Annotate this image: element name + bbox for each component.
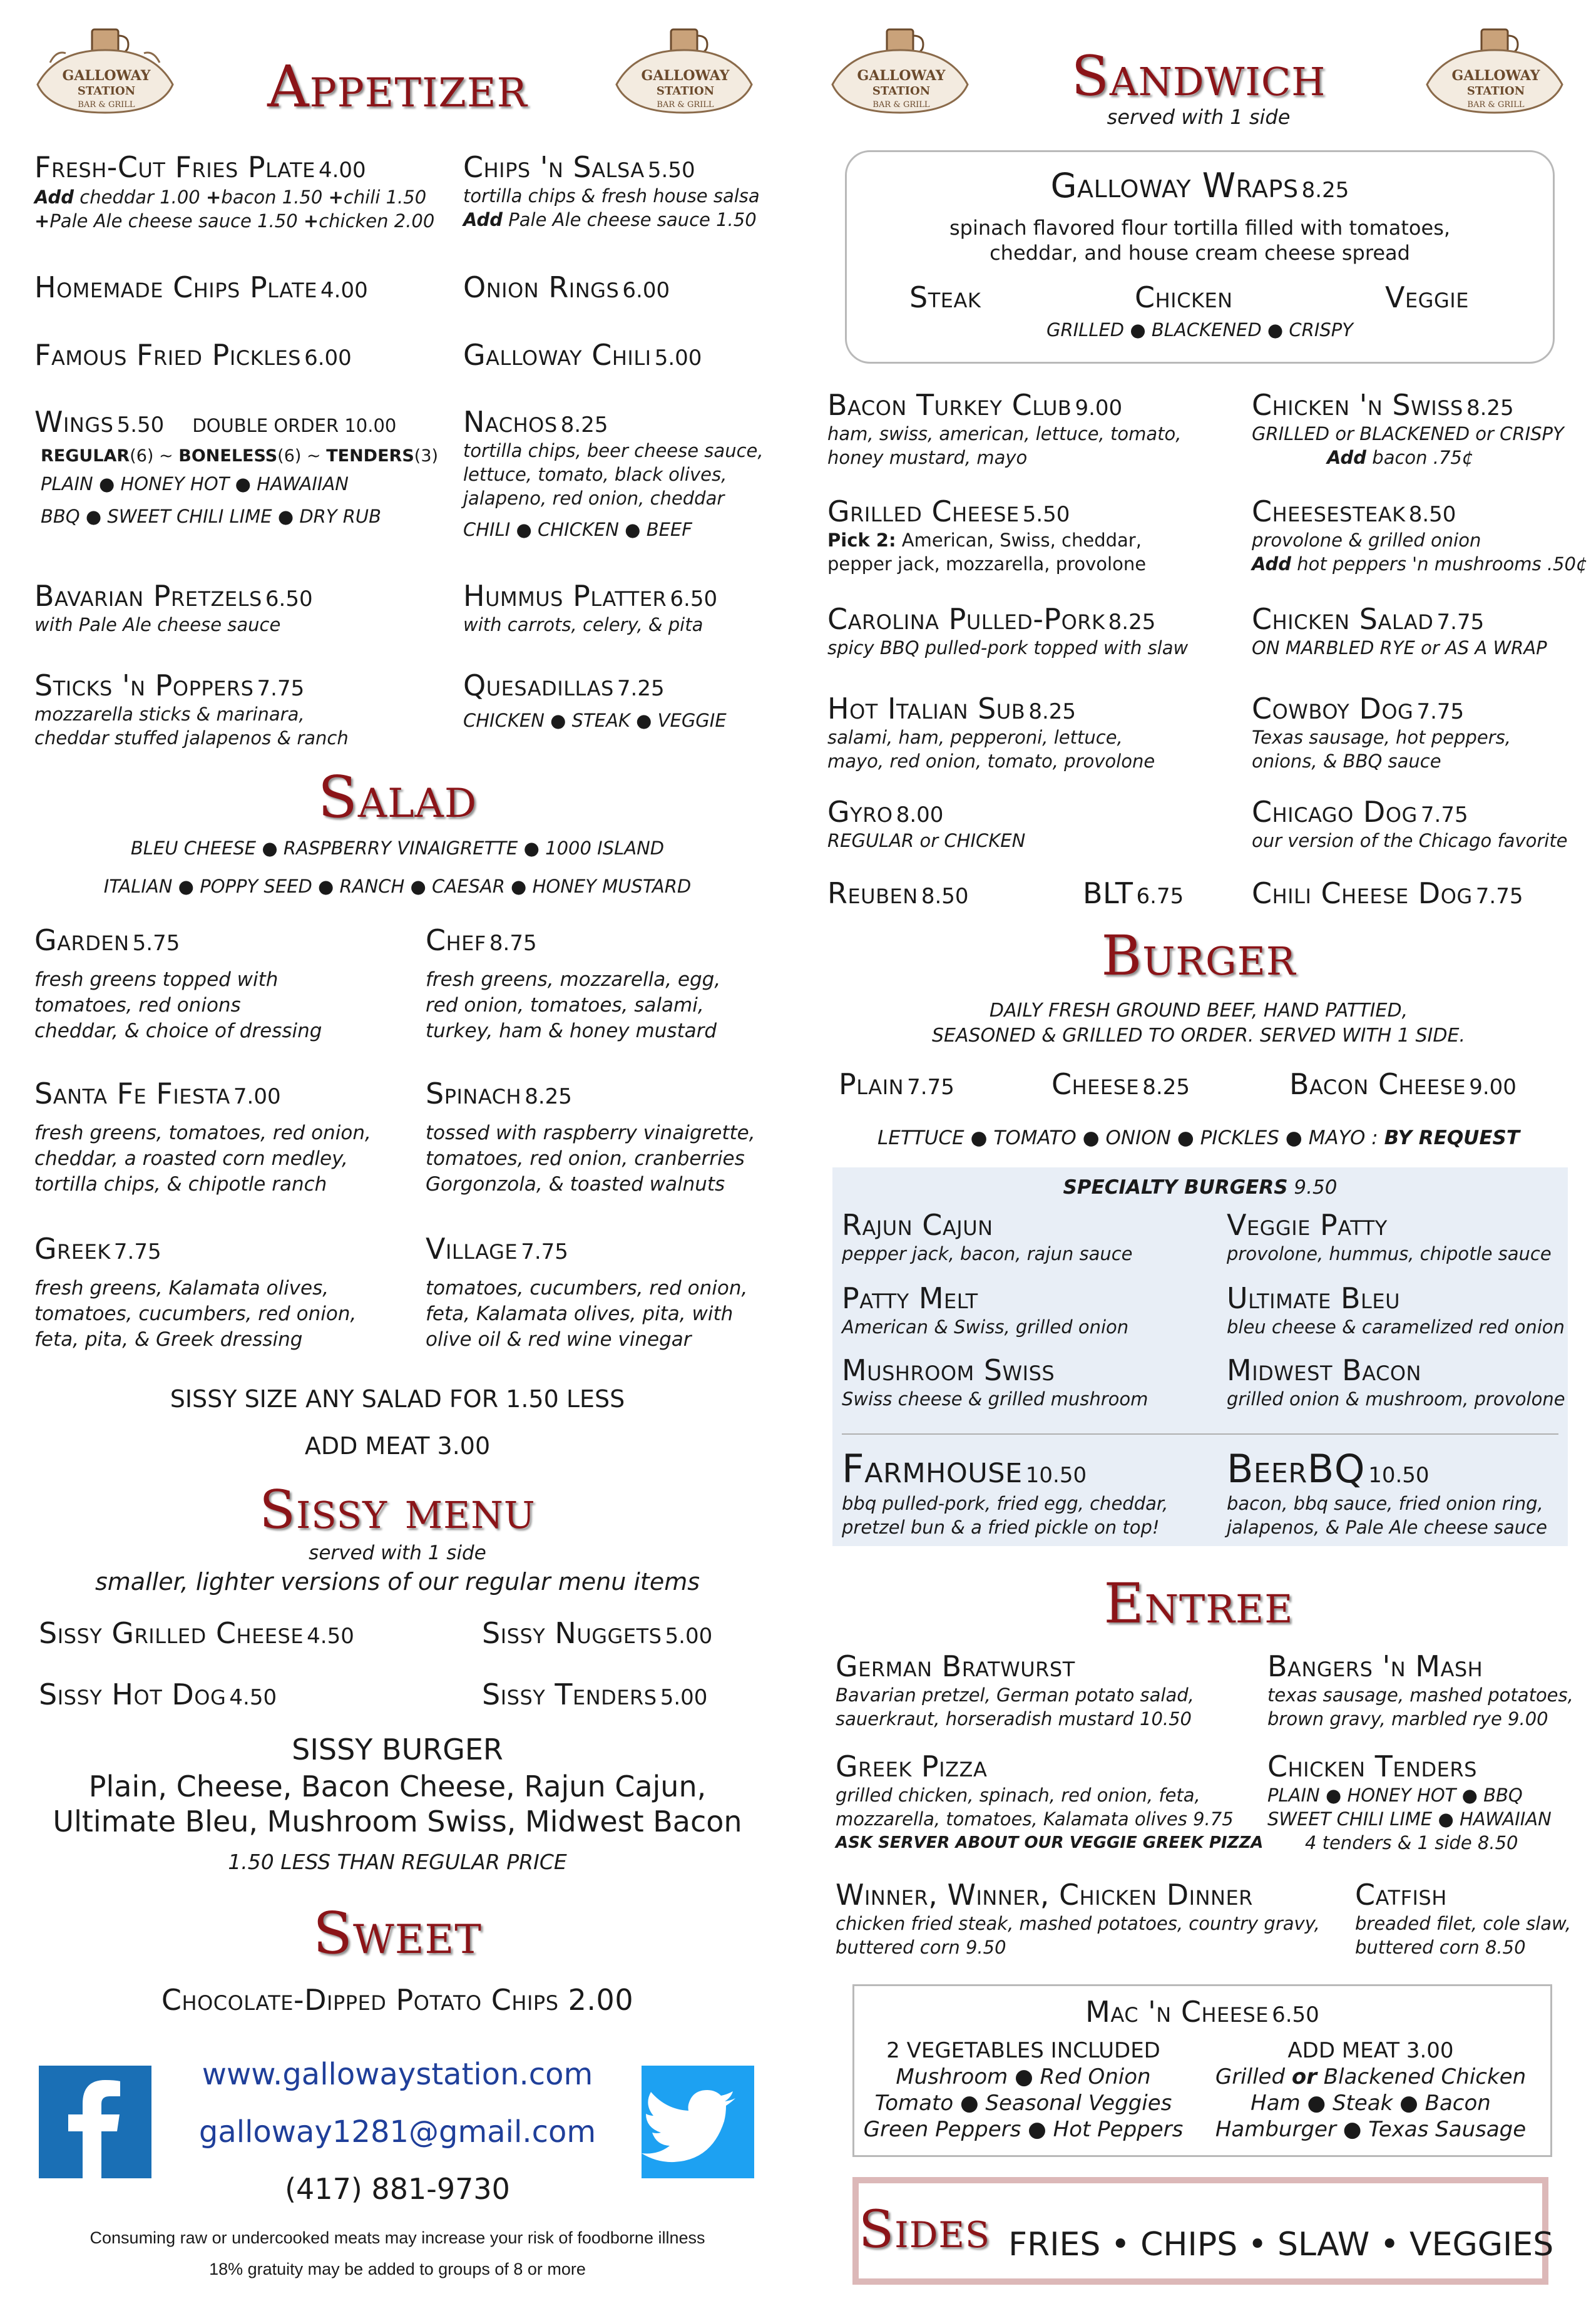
item-onion-rings: Onion Rings 6.00 xyxy=(463,270,670,304)
item-sticks-poppers: Sticks 'n Poppers 7.75 mozzarella sticks & marinara, cheddar stuffed jalapenos & ranch xyxy=(34,669,349,749)
item-patty-melt: Patty Melt American & Swiss, grilled onion xyxy=(842,1281,1129,1338)
entree-title: Entree xyxy=(1103,1571,1294,1636)
item-greek-pizza: Greek Pizza grilled chicken, spinach, red onion, feta, mozzarella, tomatoes, Kalamata olives 9.75 ASK SERVER ABOUT OUR VEGGIE GREEK PIZZA xyxy=(836,1750,1264,1852)
twitter-icon[interactable] xyxy=(642,2066,754,2178)
item-ultimate-bleu: Ultimate Bleu bleu cheese & caramelized red onion xyxy=(1227,1281,1565,1338)
salad-dressings-2: ITALIAN ● POPPY SEED ● RANCH ● CAESAR ● HONEY MUSTARD xyxy=(103,876,692,897)
item-wings: Wings 5.50 DOUBLE ORDER 10.00 REGULAR(6) ~ BONELESS(6) ~ TENDERS(3) PLAIN ● HONEY HOT ● HAWAIIAN BBQ ● SWEET CHILI LIME ● DRY RUB xyxy=(34,405,439,527)
item-hummus: Hummus Platter 6.50 with carrots, celery, & pita xyxy=(463,579,718,635)
gratuity-note: 18% gratuity may be added to groups of 8 or more xyxy=(209,2260,586,2278)
sides-inner xyxy=(859,2183,1554,2278)
fries-addons-2: +Pale Ale cheese sauce 1.50 +chicken 2.00 xyxy=(34,210,435,232)
svg-text:GALLOWAY: GALLOWAY xyxy=(1451,68,1540,84)
item-chicken-salad: Chicken Salad 7.75 ON MARBLED RYE or AS A WRAP xyxy=(1252,602,1547,658)
sissy-burger-title: SISSY BURGER xyxy=(292,1733,503,1766)
item-gyro: Gyro 8.00 REGULAR or CHICKEN xyxy=(827,795,1026,851)
item-fried-pickles: Famous Fried Pickles 6.00 xyxy=(34,338,352,372)
item-santa-fe-salad: Santa Fe Fiesta 7.00 fresh greens, tomatoes, red onion, cheddar, a roasted corn medley, tortilla chips, & chipotle ranch xyxy=(34,1077,371,1196)
svg-text:GALLOWAY: GALLOWAY xyxy=(857,68,946,84)
item-cheese-burger: Cheese 8.25 xyxy=(1051,1067,1190,1101)
sandwich-subtitle: served with 1 side xyxy=(1107,105,1291,129)
item-carolina-pulled-pork: Carolina Pulled-Pork 8.25 spicy BBQ pulled-pork topped with slaw xyxy=(827,602,1189,658)
item-beerbq: BeerBQ 10.50 bacon, bbq sauce, fried onion ring, jalapenos, & Pale Ale cheese sauce xyxy=(1227,1446,1547,1538)
sissy-description: smaller, lighter versions of our regular menu items xyxy=(95,1568,700,1596)
item-chips-salsa: Chips 'n Salsa 5.50 tortilla chips & fresh house salsa Add Pale Ale cheese sauce 1.50 xyxy=(463,150,760,230)
burger-toppings: LETTUCE ● TOMATO ● ONION ● PICKLES ● MAYO : BY REQUEST xyxy=(877,1127,1520,1149)
sissy-subtitle: served with 1 side xyxy=(309,1542,486,1564)
burger-description-1: DAILY FRESH GROUND BEEF, HAND PATTIED, xyxy=(989,1000,1408,1022)
item-mushroom-swiss: Mushroom Swiss Swiss cheese & grilled mushroom xyxy=(842,1353,1148,1410)
svg-text:BAR & GRILL: BAR & GRILL xyxy=(657,100,714,110)
item-garden-salad: Garden 5.75 fresh greens topped with tomatoes, red onions cheddar, & choice of dressing xyxy=(34,923,322,1042)
item-hot-italian-sub: Hot Italian Sub 8.25 salami, ham, pepperoni, lettuce, mayo, red onion, tomato, provolone xyxy=(827,692,1155,772)
svg-text:STATION: STATION xyxy=(656,85,715,98)
specialty-divider xyxy=(842,1433,1558,1435)
item-greek-salad: Greek 7.75 fresh greens, Kalamata olives, tomatoes, cucumbers, red onion, feta, pita, & Greek dressing xyxy=(34,1232,357,1351)
item-bacon-cheese-burger: Bacon Cheese 9.00 xyxy=(1289,1067,1517,1101)
item-mac-n-cheese: Mac 'n Cheese 6.50 xyxy=(1085,1995,1319,2029)
svg-text:BAR & GRILL: BAR & GRILL xyxy=(78,100,135,110)
item-farmhouse: Farmhouse 10.50 bbq pulled-pork, fried egg, cheddar, pretzel bun & a fried pickle on top! xyxy=(842,1446,1169,1538)
email-link[interactable]: galloway1281@gmail.com xyxy=(198,2114,596,2150)
mac-n-cheese-box xyxy=(852,1984,1552,2157)
item-galloway-wraps: Galloway Wraps 8.25 xyxy=(1050,166,1349,205)
website-link[interactable]: www.gallowaystation.com xyxy=(202,2057,593,2092)
sissy-less-note: 1.50 LESS THAN REGULAR PRICE xyxy=(228,1850,567,1874)
sissy-title: Sissy menu xyxy=(259,1479,536,1540)
sissy-burger-options-2: Ultimate Bleu, Mushroom Swiss, Midwest Bacon xyxy=(53,1805,742,1838)
salad-title: Salad xyxy=(317,764,478,831)
item-sissy-grilled-cheese: Sissy Grilled Cheese 4.50 xyxy=(39,1616,354,1650)
item-galloway-chili: Galloway Chili 5.00 xyxy=(463,338,702,372)
item-catfish: Catfish breaded filet, cole slaw, buttered corn 8.50 xyxy=(1355,1878,1572,1958)
facebook-icon[interactable] xyxy=(39,2066,151,2178)
item-bangers-mash: Bangers 'n Mash texas sausage, mashed potatoes, brown gravy, marbled rye 9.00 xyxy=(1267,1649,1573,1729)
svg-text:BAR & GRILL: BAR & GRILL xyxy=(1467,100,1525,110)
item-homemade-chips: Homemade Chips Plate 4.00 xyxy=(34,270,368,304)
item-reuben: Reuben 8.50 xyxy=(827,876,969,910)
item-chili-cheese-dog: Chili Cheese Dog 7.75 xyxy=(1252,876,1523,910)
item-chicken-dinner: Winner, Winner, Chicken Dinner chicken fried steak, mashed potatoes, country gravy, buttered corn 9.50 xyxy=(836,1878,1320,1958)
item-blt: BLT 6.75 xyxy=(1083,876,1184,910)
item-rajun-cajun: Rajun Cajun pepper jack, bacon, rajun sauce xyxy=(842,1208,1133,1264)
item-veggie-patty: Veggie Patty provolone, hummus, chipotle sauce xyxy=(1227,1208,1552,1264)
item-cowboy-dog: Cowboy Dog 7.75 Texas sausage, hot peppers, onions, & BBQ sauce xyxy=(1252,692,1511,772)
item-chicken-tenders: Chicken Tenders PLAIN ● HONEY HOT ● BBQ SWEET CHILI LIME ● HAWAIIAN 4 tenders & 1 side 8.50 xyxy=(1267,1750,1552,1853)
item-fries: Fresh-Cut Fries Plate 4.00 Add cheddar 1.00 +bacon 1.50 +chili 1.50 +Pale Ale cheese sauce 1.50 +chicken 2.00 xyxy=(34,150,435,232)
item-nachos: Nachos 8.25 tortilla chips, beer cheese sauce, lettuce, tomato, black olives, jalapeno, red onion, cheddar CHILI ● CHICKEN ● BEEF xyxy=(463,405,764,540)
mac-vegetables: 2 VEGETABLES INCLUDED Mushroom ● Red Onion Tomato ● Seasonal Veggies Green Peppers ● Hot Peppers xyxy=(863,2038,1184,2142)
add-meat-note: ADD MEAT 3.00 xyxy=(304,1432,491,1460)
galloway-wraps-box: Galloway Wraps 8.25 spinach flavored flour tortilla filled with tomatoes, cheddar, and house cream cheese spread Steak Chicken Veggie GRILLED ● BLACKENED ● CRISPY xyxy=(845,150,1555,364)
appetizer-title: Appetizer xyxy=(267,53,528,120)
salad-dressings-1: BLEU CHEESE ● RASPBERRY VINAIGRETTE ● 1000 ISLAND xyxy=(130,838,665,859)
item-cheesesteak: Cheesesteak 8.50 provolone & grilled onion Add hot peppers 'n mushrooms .50¢ xyxy=(1252,494,1588,575)
sides-items: FRIES • CHIPS • SLAW • VEGGIES xyxy=(1008,2225,1554,2263)
item-chef-salad: Chef 8.75 fresh greens, mozzarella, egg, red onion, tomatoes, salami, turkey, ham & honey mustard xyxy=(426,923,721,1042)
item-chocolate-chips: Chocolate-Dipped Potato Chips 2.00 xyxy=(161,1983,634,2017)
item-sissy-hot-dog: Sissy Hot Dog 4.50 xyxy=(39,1678,277,1711)
item-chicago-dog: Chicago Dog 7.75 our version of the Chicago favorite xyxy=(1252,795,1568,851)
sandwich-title: Sandwich xyxy=(1071,44,1326,108)
specialty-burgers-header: SPECIALTY BURGERS 9.50 xyxy=(1063,1176,1338,1199)
fries-addons: Add cheddar 1.00 +bacon 1.50 +chili 1.50 xyxy=(34,187,427,208)
item-plain-burger: Plain 7.75 xyxy=(839,1067,954,1101)
sissy-burger-options-1: Plain, Cheese, Bacon Cheese, Rajun Cajun, xyxy=(88,1770,707,1803)
item-grilled-cheese: Grilled Cheese 5.50 Pick 2: American, Swiss, cheddar, pepper jack, mozzarella, provolone xyxy=(827,494,1147,575)
item-midwest-bacon: Midwest Bacon grilled onion & mushroom, provolone xyxy=(1227,1353,1565,1410)
svg-text:GALLOWAY: GALLOWAY xyxy=(641,68,730,84)
mac-meats: ADD MEAT 3.00 Grilled or Blackened Chicken Ham ● Steak ● Bacon Hamburger ● Texas Sausage xyxy=(1215,2038,1527,2142)
svg-text:STATION: STATION xyxy=(1466,85,1525,98)
item-sissy-nuggets: Sissy Nuggets 5.00 xyxy=(482,1616,713,1650)
foodborne-warning: Consuming raw or undercooked meats may increase your risk of foodborne illness xyxy=(90,2228,705,2247)
wings-types: REGULAR(6) ~ BONELESS(6) ~ TENDERS(3) xyxy=(41,446,439,466)
burger-title: Burger xyxy=(1101,923,1296,988)
svg-text:GALLOWAY: GALLOWAY xyxy=(62,68,151,84)
item-sissy-tenders: Sissy Tenders 5.00 xyxy=(482,1678,708,1711)
item-german-bratwurst: German Bratwurst Bavarian pretzel, German potato salad, sauerkraut, horseradish mustard 10.50 xyxy=(836,1649,1194,1729)
sides-panel xyxy=(852,2177,1554,2285)
sissy-size-note: SISSY SIZE ANY SALAD FOR 1.50 LESS xyxy=(170,1385,625,1413)
burger-description-2: SEASONED & GRILLED TO ORDER. SERVED WITH 1 SIDE. xyxy=(932,1025,1465,1047)
sweet-title: Sweet xyxy=(313,1900,482,1967)
sides-title: Sides xyxy=(859,2200,991,2260)
specialty-burgers-panel xyxy=(832,1167,1568,1546)
item-chicken-n-swiss: Chicken 'n Swiss 8.25 GRILLED or BLACKENED or CRISPY Add bacon .75¢ xyxy=(1252,388,1564,468)
item-quesadillas: Quesadillas 7.25 CHICKEN ● STEAK ● VEGGIE xyxy=(463,669,727,731)
item-bacon-turkey-club: Bacon Turkey Club 9.00 ham, swiss, american, lettuce, tomato, honey mustard, mayo xyxy=(827,388,1182,468)
phone-number: (417) 881-9730 xyxy=(285,2172,510,2206)
svg-text:BAR & GRILL: BAR & GRILL xyxy=(872,100,930,110)
item-village-salad: Village 7.75 tomatoes, cucumbers, red onion, feta, Kalamata olives, pita, with olive oil & red wine vinegar xyxy=(426,1232,748,1351)
svg-text:STATION: STATION xyxy=(77,85,136,98)
item-pretzels: Bavarian Pretzels 6.50 with Pale Ale cheese sauce xyxy=(34,579,313,635)
item-spinach-salad: Spinach 8.25 tossed with raspberry vinaigrette, tomatoes, red onion, cranberries Gorgonzola, & toasted walnuts xyxy=(426,1077,755,1196)
svg-text:STATION: STATION xyxy=(872,85,931,98)
